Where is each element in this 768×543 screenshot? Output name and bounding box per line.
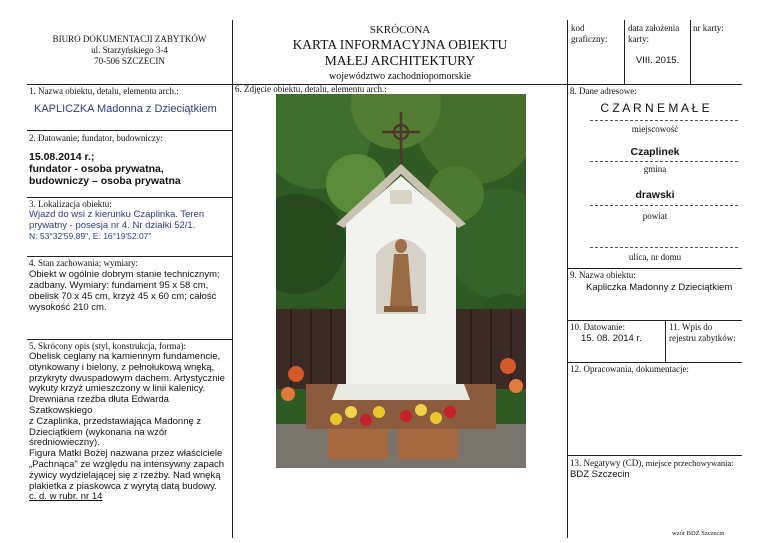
divider-sec2 [27,197,232,198]
sec4-line: obelisk 70 x 45 cm, krzyż 45 x 60 cm; całość [29,291,217,302]
powiat-label: powiat [642,211,668,221]
office-name: BIURO DOKUMENTACJI ZABYTKÓW [52,34,207,44]
sec4-line: Obiekt w ogólnie dobrym stanie technicznym; [29,269,220,280]
form-template-note: wzór BDZ Szczecin [672,530,725,537]
sec9-value: Kapliczka Madonny z Dzieciątkiem [586,282,733,293]
sec2-label: 2. Datowanie; fundator, budowniczy: [29,133,163,143]
dash-miejscowosc [590,161,738,162]
sec10-label: 10. Datowanie: [570,322,625,332]
divider-sec4 [27,339,232,340]
title-line1: KARTA INFORMACYJNA OBIEKTU [292,37,508,52]
chapel-photo [276,94,526,468]
divider-sec8 [567,268,742,269]
divider-kod [624,20,625,84]
sec5-line: Obelisk ceglany na kamiennym fundamencie, [29,351,221,362]
sec8-label: 8. Dane adresowe: [570,86,637,96]
sec12-label: 12. Opracowania, dokumentacje: [570,364,689,374]
gmina-value: drawski [635,189,675,201]
divider-sec12 [567,455,742,456]
nr-label: nr karty: [693,23,724,33]
sec5-line: „Pachnąca" ze względu na intensywny zapach [29,458,225,470]
sec13-label [570,458,734,468]
sec5-line: z Czaplinka, przedstawiająca Madonnę z [29,415,202,427]
divider-sec10-11 [665,320,666,362]
divider-header-left [27,84,232,85]
voivodeship: województwo zachodniopomorskie [329,71,471,82]
ulica-label: ulica, nr domu [628,252,682,262]
sec13-label-main: 13. Negatywy (CD), [570,458,644,468]
sec2-value [29,151,181,187]
dash-gmina [590,205,738,206]
sec3-label: 3. Lokalizacja obiektu: [29,199,112,209]
sec3-value [29,209,229,242]
sec2-founder: fundator - osoba prywatna, [29,163,164,175]
dash-powiat [590,247,738,248]
divider-col1 [232,20,233,538]
sec5-line: Drewniana rzeźba dłuta Edwarda Szatkowskiego [29,394,169,416]
data-value: VIII. 2015. [635,55,680,66]
sec5-line: żywicy wydzielającej się z rzeźby. Nad wnęką [29,469,221,481]
sec1-label: 1. Nazwa obiektu, detalu, elementu arch.: [29,86,179,96]
sec2-builder: budowniczy – osoba prywatna [29,175,181,187]
sec4-value [29,269,229,313]
sec3-line1: Wjazd do wsi z kierunku Czaplinka. Teren [29,209,205,220]
sec13-value: BDZ Szczecin [570,469,630,480]
miejscowosc-value: Czaplinek [630,146,680,158]
data-label: data założenia karty: [628,23,680,44]
divider-sec9 [567,320,742,321]
dash-locality [590,120,738,121]
card-title [233,24,567,82]
chapel-photo-drawing [276,94,526,468]
sec5-line: przykryty dwuspadowym dachem. Artystycznie [29,372,225,384]
sec4-label: 4. Stan zachowania; wymiary: [29,258,138,268]
office-street: ul. Starzyńskiego 3-4 [91,45,168,55]
sec5-footer: c. d. w rubr. nr 14 [29,491,103,503]
sec3-line2: prywatny - posesja nr 4. Nr działki 52/1. [29,220,196,231]
sec9-label: 9. Nazwa obiektu: [570,270,636,280]
sec4-line: zadbany. Wymiary: fundament 95 x 58 cm, [29,280,209,291]
gmina-label: gmina [643,164,667,174]
sec3-coords: N: 53°32'59.89", E: 16°19'52.07" [29,231,152,241]
sec11-label: 11. Wpis do rejestru zabytków: [669,322,736,343]
sec5-line: wykuty krzyż umieszczony w linii kalenicy. [29,383,206,395]
kod-label: kod graficzny: [571,23,608,44]
sec5-label: 5. Skrócony opis (styl, konstrukcja, forma): [29,341,186,351]
sec1-value: KAPLICZKA Madonna z Dzieciątkiem [34,103,217,115]
title-line2: MAŁEJ ARCHITEKTURY [324,53,476,68]
divider-sec10 [567,362,742,363]
title-small: SKRÓCONA [369,24,431,36]
sec13-label-small: miejsce przechowywania: [643,458,734,468]
sec5-line: Dzieciątkiem (wykonana na wzór średniowieczny). [29,426,168,449]
divider-sec3 [27,256,232,257]
sec2-date: 15.08.2014 r.; [29,151,95,163]
miejscowosc-label: miejscowość [631,124,679,134]
sec5-line: Figura Matki Bożej nazwana przez właściciele [29,448,223,460]
divider-header-right-top [567,84,742,85]
divider-sec1 [27,130,232,131]
sec5-line: otynkowany i bielony, z pełnołukową wnęką, [29,361,215,373]
divider-col2 [567,20,568,538]
sec8-locality: C Z A R N E M A Ł E [600,101,710,115]
sec5-line: plakietka z piaskowca z wyrytą datą budowy. [29,480,217,492]
office-address [27,34,232,67]
sec5-value [29,352,229,503]
sec10-value: 15. 08. 2014 r. [581,333,642,344]
divider-nr [690,20,691,84]
office-city: 70-506 SZCZECIN [94,56,165,66]
sec4-line: wysokość 210 cm. [29,302,107,313]
sec6-label: 6. Zdjęcie obiektu, detalu, elementu arch.: [235,84,387,94]
